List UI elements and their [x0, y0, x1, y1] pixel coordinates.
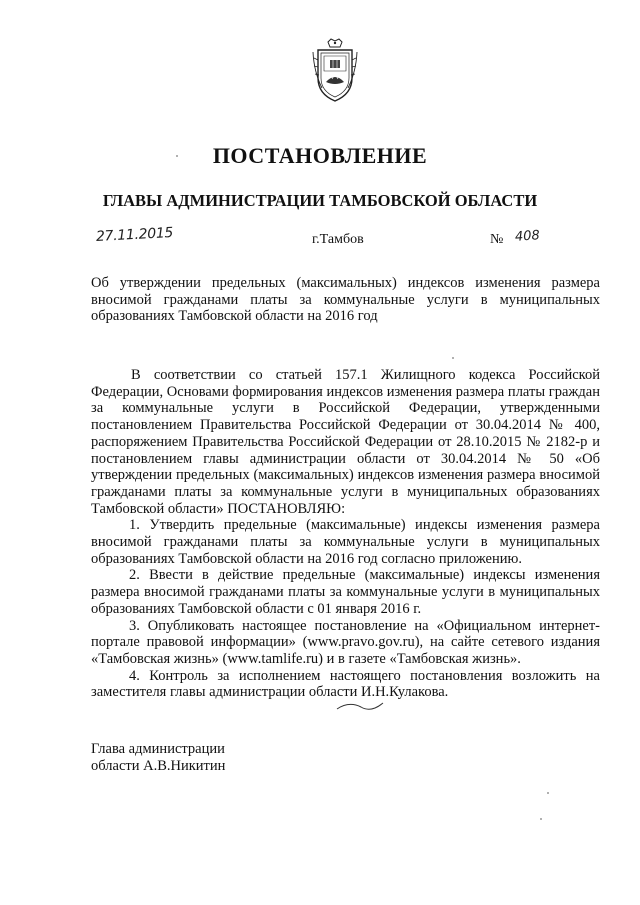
city: г.Тамбов	[312, 232, 364, 247]
resolution-item-4: 4. Контроль за исполнением настоящего постановления возложить на заместителя главы администрации области И.Н.Кулакова.	[91, 667, 600, 701]
scan-speck	[547, 792, 549, 794]
resolution-item-3: 3. Опубликовать настоящее постановление на «Официальном интернет-портале правовой информации» (www.pravo.gov.ru), на сайте сетевого издания «Тамбовская жизнь» (www.tamlife.ru) и в газете «Тамбовская жизнь».	[91, 617, 600, 667]
handwritten-mark	[335, 695, 385, 717]
resolution-item-1: 1. Утвердить предельные (максимальные) индексы изменения размера вносимой гражданами платы за коммунальные услуги в муниципальных образованиях Тамбовской области на 2016 год согласно приложению.	[91, 517, 600, 567]
coat-of-arms-icon	[310, 38, 360, 104]
document-subject: Об утверждении предельных (максимальных) индексов изменения размера вносимой гражданами платы за коммунальные услуги в муниципальных образованиях Тамбовской области на 2016 год	[91, 275, 600, 324]
scan-speck	[176, 155, 178, 157]
document-body	[91, 367, 600, 701]
number-label: №	[490, 232, 504, 247]
scan-speck	[540, 818, 542, 820]
document-title: ПОСТАНОВЛЕНИЕ	[212, 143, 428, 168]
signature-block	[91, 741, 225, 774]
resolution-item-2: 2. Ввести в действие предельные (максимальные) индексы изменения размера вносимой гражданами платы за коммунальные услуги в муниципальных образованиях Тамбовской области с 01 января 2016 г.	[91, 567, 600, 617]
preamble-paragraph: В соответствии со статьей 157.1 Жилищного кодекса Российской Федерации, Основами формирования индексов изменения размера платы граждан за коммунальные услуги в Российской Федерации, утвержденными постановлением Правительства Российской Федерации от 30.04.2014 № 400, распоряжением Правительства Российской Федерации от 28.10.2015 № 2182-р и постановлением главы администрации области от 30.04.2014 № 50 «Об утверждении предельных (максимальных) индексов изменения размера вносимой гражданами платы за коммунальные услуги в муниципальных образованиях Тамбовской области» ПОСТАНОВЛЯЮ:	[91, 367, 600, 517]
scan-speck	[452, 357, 454, 359]
document-meta	[0, 224, 640, 251]
handwritten-number: 408	[514, 228, 541, 245]
signatory-position: Глава администрации	[91, 741, 225, 757]
issuing-authority: ГЛАВЫ АДМИНИСТРАЦИИ ТАМБОВСКОЙ ОБЛАСТИ	[102, 191, 538, 210]
handwritten-date: 27.11.2015	[95, 224, 174, 245]
signatory-name: области А.В.Никитин	[91, 757, 226, 774]
